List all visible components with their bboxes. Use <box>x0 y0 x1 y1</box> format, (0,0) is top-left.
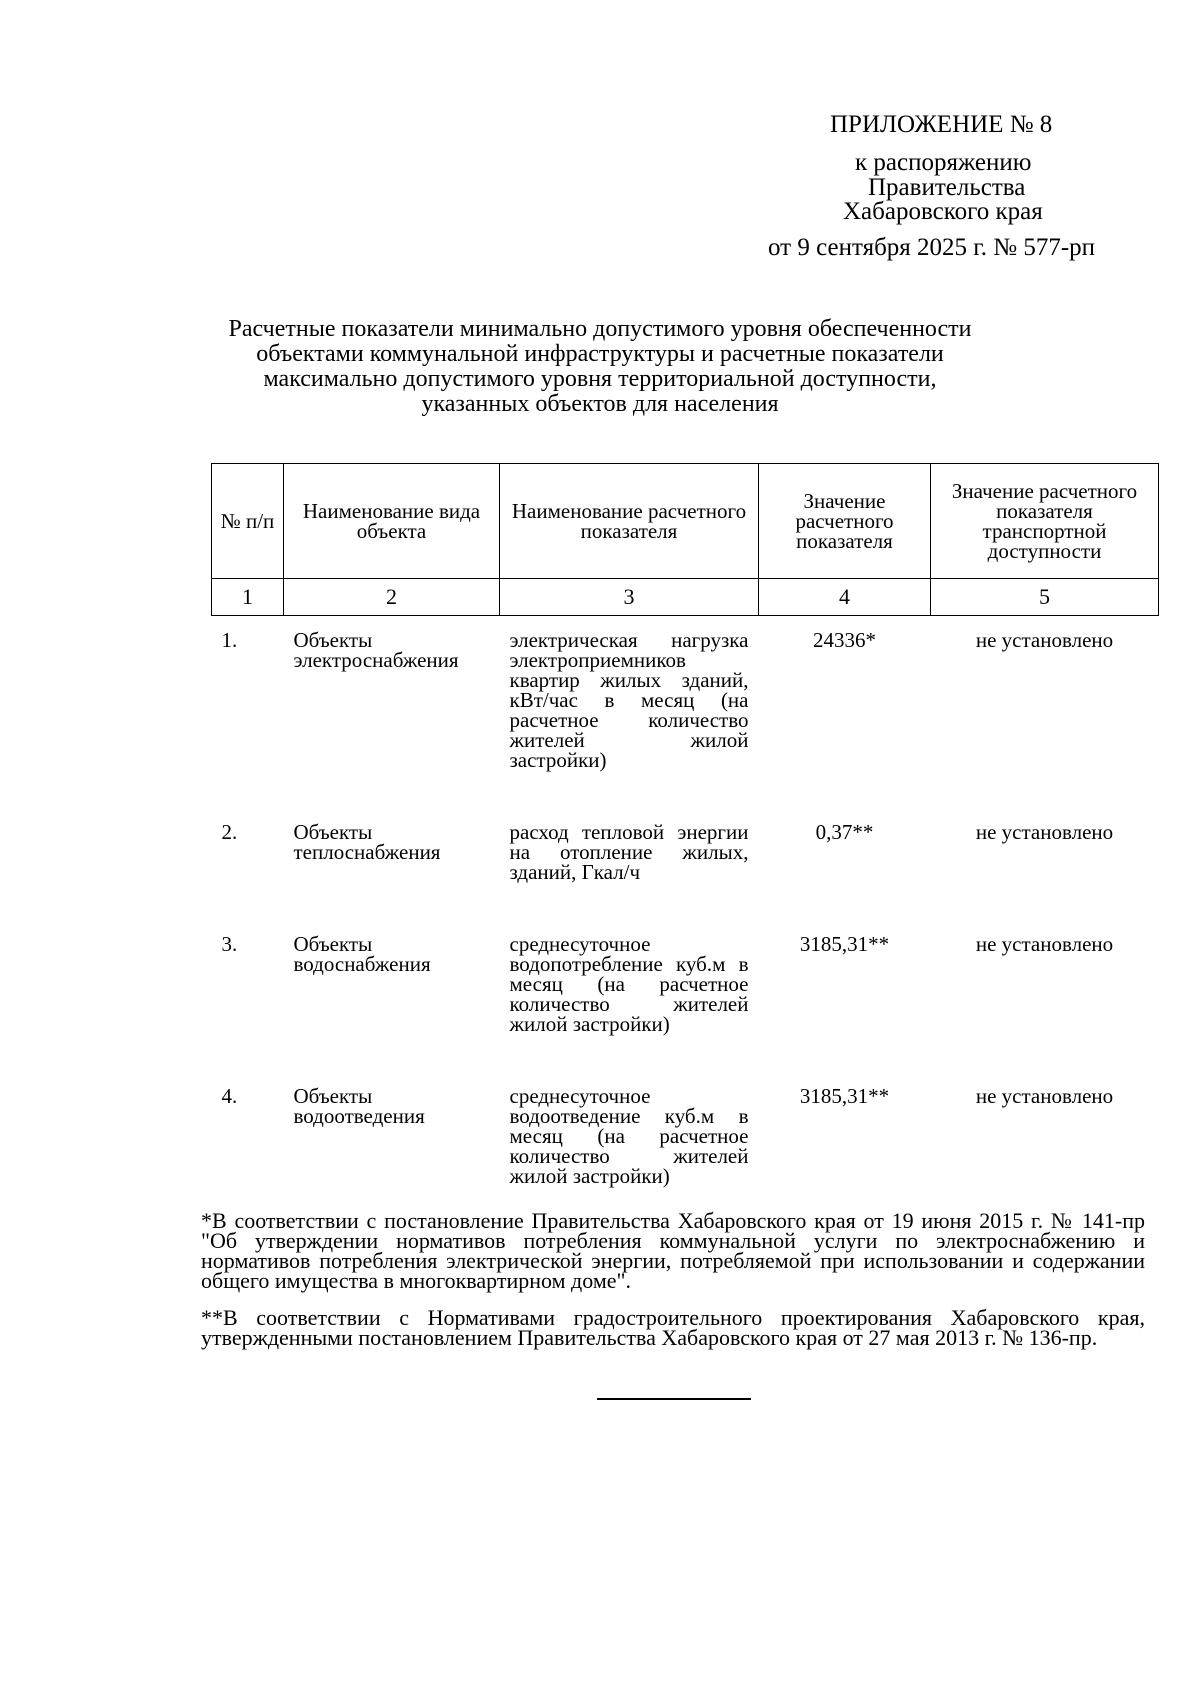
table-row <box>212 616 1159 809</box>
row-object-kind: Объекты электроснабжения <box>293 628 459 672</box>
indicators-table <box>211 463 1159 1224</box>
row-object-kind: Объекты теплоснабжения <box>293 820 441 864</box>
row-object-kind: Объекты водоснабжения <box>293 932 431 976</box>
row-indicator: среднесуточное водопотребление куб.м в месяц (на расчетное количество жителей жилой застройки) <box>509 932 749 1036</box>
header-indicator-value: Значение расчетного показателя <box>759 464 931 579</box>
row-transport-value: не установлено <box>975 932 1114 956</box>
row-transport-value: не установлено <box>975 628 1114 652</box>
row-value: 0,37** <box>815 820 874 844</box>
document-title-line: указанных объектов для населения <box>421 391 779 417</box>
footnote-electricity: *В соответствии с постановление Правительства Хабаровского края от 19 июня 2015 г. № 141-пр "Об утверждении нормативов потребления коммунальной услуги по электроснабжению и нормативов потребления электрической энергии, потребляемой при использовании и содержании общего имущества в многоквартирном доме". <box>201 1208 1145 1293</box>
row-indicator: расход тепловой энергии на отопление жилых, зданий, Гкал/ч <box>509 820 749 884</box>
header-number: № п/п <box>212 464 284 579</box>
row-value: 3185,31** <box>799 1084 890 1108</box>
appendix-title: ПРИЛОЖЕНИЕ № 8 <box>830 111 1053 138</box>
row-number: 3. <box>221 932 238 956</box>
header-transport-value: Значение расчетного показателя транспортной доступности <box>931 464 1159 579</box>
row-number: 4. <box>221 1084 238 1108</box>
row-value: 24336* <box>813 628 876 652</box>
table-column-numbers-row <box>212 579 1159 616</box>
document-title-line: максимально допустимого уровня территориальной доступности, <box>263 366 937 392</box>
document-title-line: Расчетные показатели минимально допустимого уровня обеспеченности <box>228 316 972 342</box>
table-row <box>212 808 1159 920</box>
column-number: 5 <box>931 579 1159 616</box>
document-title <box>150 317 1050 417</box>
appendix-line-region: Хабаровского края <box>843 198 1043 225</box>
header-indicator-name: Наименование расчетного показателя <box>500 464 759 579</box>
row-transport-value: не установлено <box>975 1084 1114 1108</box>
column-number: 4 <box>759 579 931 616</box>
appendix-line-government: Правительства <box>868 174 1026 201</box>
table-header-row <box>212 464 1159 579</box>
header-object-kind: Наименование вида объекта <box>284 464 500 579</box>
appendix-date-number: от 9 сентября 2025 г. № 577-рп <box>768 234 1096 261</box>
column-number: 1 <box>212 579 284 616</box>
row-number: 1. <box>221 628 238 652</box>
document-title-line: объектами коммунальной инфраструктуры и расчетные показатели <box>256 341 944 367</box>
column-number: 2 <box>284 579 500 616</box>
table-row <box>212 1072 1159 1224</box>
footnote-urban-planning: **В соответствии с Нормативами градостроительного проектирования Хабаровского края, утвержденными постановлением Правительства Хабаровского края от 27 мая 2013 г. № 136-пр. <box>201 1305 1145 1350</box>
appendix-line-order: к распоряжению <box>855 149 1032 176</box>
row-indicator: среднесуточное водоотведение куб.м в месяц (на расчетное количество жителей жилой застройки) <box>509 1084 749 1188</box>
row-value: 3185,31** <box>799 932 890 956</box>
table-row <box>212 920 1159 1072</box>
row-transport-value: не установлено <box>975 820 1114 844</box>
row-object-kind: Объекты водоотведения <box>293 1084 425 1128</box>
row-indicator: электрическая нагрузка электроприемников квартир жилых зданий, кВт/час в месяц (на расчетное количество жителей жилой застройки) <box>509 628 749 772</box>
row-number: 2. <box>221 820 238 844</box>
footnotes <box>201 1208 1145 1365</box>
column-number: 3 <box>500 579 759 616</box>
end-separator-line <box>597 1398 751 1400</box>
